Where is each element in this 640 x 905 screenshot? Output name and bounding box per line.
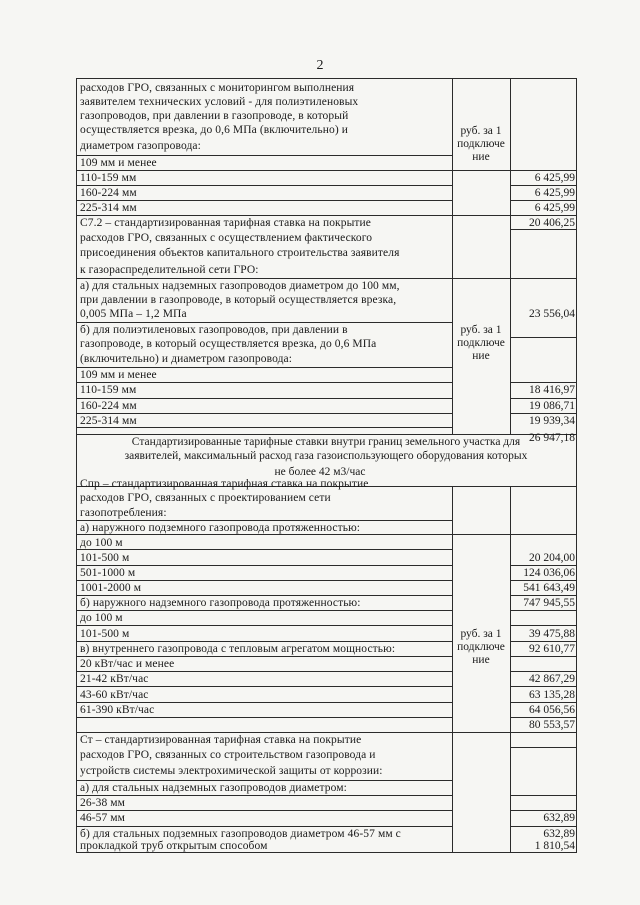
row-divider [76, 810, 452, 811]
tariff-value: 6 425,99 [534, 202, 575, 214]
row-text: осуществляется врезка, до 0,6 МПа (включительно) и [80, 124, 348, 136]
row-divider [510, 702, 576, 703]
row-text: б) для полиэтиленовых газопроводов, при давлении в [80, 324, 348, 336]
row-divider [510, 413, 576, 414]
row-text: 46-57 мм [80, 812, 126, 824]
row-divider [510, 641, 576, 642]
section-header: Стандартизированные тарифные ставки внутри границ земельного участка для [131, 436, 521, 448]
row-divider [76, 215, 577, 216]
row-text: 109 мм и менее [80, 369, 157, 381]
row-text: 101-500 м [80, 552, 130, 564]
row-divider [76, 155, 452, 156]
row-text: а) наружного подземного газопровода протяженностью: [80, 522, 361, 534]
row-text: 0,005 МПа – 1,2 МПа [80, 308, 187, 320]
tariff-value: 92 610,77 [529, 643, 575, 655]
row-divider [76, 200, 452, 201]
row-divider [76, 434, 577, 435]
row-text: к газораспределительной сети ГРО: [80, 264, 259, 276]
row-text: 110-159 мм [80, 172, 137, 184]
tariff-value: 747 945,55 [523, 597, 575, 609]
row-text: 26-38 мм [80, 797, 126, 809]
row-divider [76, 610, 452, 611]
row-text: газопроводе, в который осуществляется врезка, до 0,6 МПа [80, 338, 377, 350]
column-divider [452, 486, 453, 852]
row-divider [76, 398, 452, 399]
row-text: газопроводов, при давлении в газопроводе, в который [80, 110, 349, 122]
table-border-bottom [76, 852, 577, 853]
row-divider [510, 747, 576, 748]
row-divider [76, 686, 452, 687]
row-divider [510, 565, 576, 566]
row-text: диаметром газопровода: [80, 140, 201, 152]
row-text: 160-224 мм [80, 400, 137, 412]
row-divider [510, 625, 576, 626]
row-divider [510, 610, 576, 611]
row-text: газопотребления: [80, 507, 167, 519]
row-divider [76, 671, 452, 672]
row-divider [510, 826, 576, 827]
row-text: б) наружного надземного газопровода протяженностью: [80, 597, 361, 609]
row-text: присоединения объектов капитального строительства заявителя [80, 247, 400, 259]
row-divider [76, 413, 452, 414]
row-text: 225-314 мм [80, 415, 137, 427]
row-divider [76, 625, 452, 626]
row-text: 61-390 кВт/час [80, 704, 155, 716]
row-text: заявителем технических условий - для полиэтиленовых [80, 96, 359, 108]
tariff-value: 63 135,28 [529, 689, 575, 701]
row-divider [76, 565, 452, 566]
row-divider [76, 826, 452, 827]
table-border-left [76, 78, 77, 852]
row-text: а) для стальных надземных газопроводов диаметром до 100 мм, [80, 280, 400, 292]
row-text: расходов ГРО, связанных с мониторингом выполнения [80, 82, 355, 94]
row-divider [76, 427, 452, 428]
row-divider [76, 367, 452, 368]
row-text: 20 кВт/час и менее [80, 658, 175, 670]
row-divider [76, 641, 452, 642]
tariff-value: 39 475,88 [529, 628, 575, 640]
tariff-value: 23 556,04 [529, 308, 575, 320]
row-text: 110-159 мм [80, 384, 137, 396]
row-text: б) для стальных подземных газопроводов диаметром 46-57 мм с [80, 828, 401, 840]
row-text: до 100 м [80, 537, 123, 549]
unit-label: руб. за 1 подключе ние [457, 125, 505, 163]
row-divider [76, 595, 452, 596]
section-header: заявителей, максимальный расход газа газоиспользующего оборудования которых [124, 450, 528, 462]
tariff-value: 632,89 [543, 828, 575, 840]
tariff-value: 18 416,97 [529, 384, 575, 396]
row-divider [510, 717, 576, 718]
row-divider [76, 322, 452, 323]
row-divider [76, 717, 452, 718]
row-divider [510, 810, 576, 811]
row-text: расходов ГРО, связанных с проектированием сети [80, 492, 331, 504]
tariff-value: 6 425,99 [534, 172, 575, 184]
unit-label: руб. за 1 подключе ние [457, 628, 505, 666]
row-divider [510, 580, 576, 581]
row-text: 101-500 м [80, 628, 130, 640]
unit-label: руб. за 1 подключе ние [457, 324, 505, 362]
row-divider [510, 185, 576, 186]
row-text: расходов ГРО, связанных со строительством газопровода и [80, 749, 376, 761]
row-text: Спр – стандартизированная тарифная ставка на покрытие [80, 478, 369, 490]
row-divider [76, 534, 577, 535]
tariff-value: 42 867,29 [529, 673, 575, 685]
row-divider [510, 671, 576, 672]
row-text: прокладкой труб открытым способом [80, 840, 268, 852]
column-divider [510, 486, 511, 852]
row-divider [76, 278, 577, 279]
section-header: не более 42 м3/час [274, 466, 366, 478]
tariff-value: 64 056,56 [529, 704, 575, 716]
row-divider [510, 656, 576, 657]
row-divider [76, 795, 452, 796]
row-divider [76, 78, 577, 79]
row-divider [510, 595, 576, 596]
row-divider [510, 398, 576, 399]
tariff-value: 20 406,25 [529, 217, 575, 229]
row-divider [76, 656, 452, 657]
row-divider [510, 686, 576, 687]
row-divider [510, 200, 576, 201]
row-divider [76, 185, 452, 186]
tariff-value: 80 553,57 [529, 719, 575, 731]
row-text: до 100 м [80, 612, 123, 624]
row-text: устройств системы электрохимической защиты от коррозии: [80, 765, 383, 777]
row-divider [510, 337, 576, 338]
row-text: 109 мм и менее [80, 157, 157, 169]
row-text: при давлении в газопроводе, в который осуществляется врезка, [80, 294, 397, 306]
row-text: 225-314 мм [80, 202, 137, 214]
row-divider [76, 580, 452, 581]
row-divider [510, 795, 576, 796]
row-text: а) для стальных надземных газопроводов диаметром: [80, 782, 347, 794]
row-divider [76, 780, 452, 781]
row-text: 1001-2000 м [80, 582, 142, 594]
tariff-value: 20 204,00 [529, 552, 575, 564]
row-divider [76, 702, 452, 703]
tariff-value: 19 086,71 [529, 400, 575, 412]
row-divider [76, 170, 577, 171]
row-text: (включительно) и диаметром газопровода: [80, 353, 293, 365]
page-number: 2 [316, 58, 324, 73]
row-text: 501-1000 м [80, 567, 136, 579]
row-divider [76, 732, 577, 733]
tariff-value: 26 947,18 [529, 432, 575, 444]
row-text: 43-60 кВт/час [80, 689, 149, 701]
table-border-right [576, 78, 577, 852]
row-divider [510, 382, 576, 383]
row-divider [76, 382, 452, 383]
row-divider [76, 549, 452, 550]
row-text: Ст – стандартизированная тарифная ставка на покрытие [80, 734, 362, 746]
row-divider [76, 520, 452, 521]
row-text: расходов ГРО, связанных с осуществлением фактического [80, 232, 373, 244]
row-text: 160-224 мм [80, 187, 137, 199]
row-text: 21-42 кВт/час [80, 673, 149, 685]
tariff-value: 632,89 [543, 812, 575, 824]
row-text: С7.2 – стандартизированная тарифная ставка на покрытие [80, 217, 371, 229]
column-divider [510, 78, 511, 434]
tariff-value: 541 643,49 [523, 582, 575, 594]
tariff-value: 6 425,99 [534, 187, 575, 199]
row-text: в) внутреннего газопровода с тепловым агрегатом мощностью: [80, 643, 396, 655]
tariff-value: 1 810,54 [534, 840, 575, 852]
tariff-value: 19 939,34 [529, 415, 575, 427]
tariff-value: 124 036,06 [523, 567, 575, 579]
row-divider [510, 229, 576, 230]
